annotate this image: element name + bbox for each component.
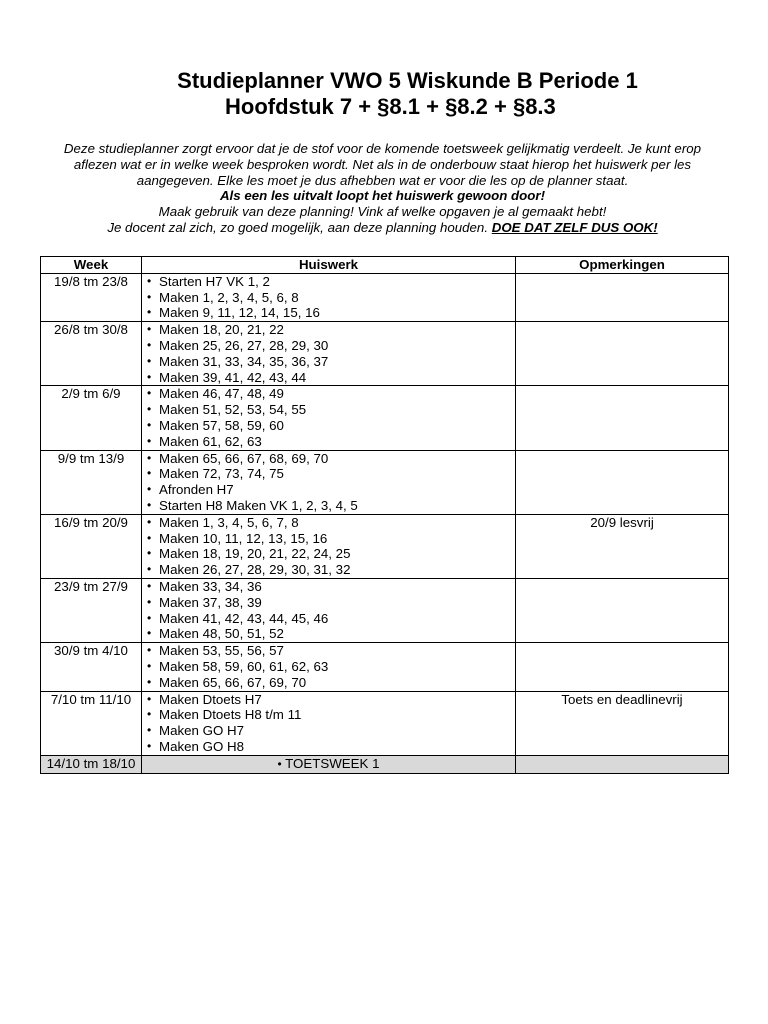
homework-item-text: Maken 10, 11, 12, 13, 15, 16 bbox=[159, 530, 328, 546]
homework-item-text: Maken 1, 2, 3, 4, 5, 6, 8 bbox=[159, 289, 299, 305]
homework-item-text: Maken 26, 27, 28, 29, 30, 31, 32 bbox=[159, 562, 351, 578]
bullet-icon: • bbox=[147, 738, 152, 753]
intro-text bbox=[60, 141, 705, 236]
homework-list bbox=[146, 386, 511, 449]
bullet-icon: • bbox=[147, 723, 152, 738]
bullet-icon: • bbox=[147, 643, 152, 658]
homework-item bbox=[146, 579, 511, 595]
homework-cell bbox=[142, 578, 516, 642]
homework-item bbox=[146, 707, 511, 723]
table-row bbox=[41, 514, 729, 578]
bullet-icon: • bbox=[147, 322, 152, 337]
homework-item bbox=[146, 466, 511, 482]
table-row bbox=[41, 386, 729, 450]
remarks-cell bbox=[516, 322, 729, 386]
homework-item bbox=[146, 531, 511, 547]
homework-item bbox=[146, 386, 511, 402]
bullet-icon: • bbox=[147, 674, 152, 689]
homework-cell bbox=[142, 691, 516, 755]
homework-item bbox=[146, 611, 511, 627]
remarks-cell bbox=[516, 273, 729, 321]
homework-item bbox=[146, 723, 511, 739]
homework-item bbox=[146, 402, 511, 418]
table-row bbox=[41, 273, 729, 321]
intro-line: aflezen wat er in welke week besproken wordt. Net als in de onderbouw staat hierop het huiswerk per les bbox=[73, 156, 692, 172]
homework-item bbox=[146, 498, 511, 514]
homework-item-text: Maken 18, 20, 21, 22 bbox=[159, 322, 284, 338]
bullet-icon: • bbox=[147, 466, 152, 481]
bullet-icon: • bbox=[147, 497, 152, 512]
homework-item-text: Maken 1, 3, 4, 5, 6, 7, 8 bbox=[159, 514, 299, 530]
homework-item-text: Afronden H7 bbox=[159, 482, 234, 498]
table-row bbox=[41, 643, 729, 691]
remarks-cell bbox=[516, 643, 729, 691]
bullet-icon: • bbox=[147, 417, 152, 432]
bullet-icon: • bbox=[147, 386, 152, 401]
study-planner-table bbox=[40, 256, 729, 774]
homework-item-text: Maken 31, 33, 34, 35, 36, 37 bbox=[159, 353, 329, 369]
column-header-homework: Huiswerk bbox=[142, 257, 516, 274]
homework-item-text: Maken 46, 47, 48, 49 bbox=[159, 386, 284, 402]
homework-item-text: Maken 61, 62, 63 bbox=[159, 433, 262, 449]
homework-item-text: Maken 37, 38, 39 bbox=[159, 594, 262, 610]
homework-item-text: Starten H7 VK 1, 2 bbox=[159, 273, 270, 289]
page-subtitle: Hoofdstuk 7 + §8.1 + §8.2 + §8.3 bbox=[225, 94, 556, 119]
homework-item-text: Maken 72, 73, 74, 75 bbox=[159, 466, 284, 482]
page-title: Studieplanner VWO 5 Wiskunde B Periode 1 bbox=[177, 68, 638, 93]
bullet-icon: • bbox=[147, 353, 152, 368]
toetsweek-row bbox=[41, 755, 729, 773]
column-header-remarks: Opmerkingen bbox=[516, 257, 729, 274]
bullet-icon: • bbox=[147, 594, 152, 609]
week-cell: 7/10 tm 11/10 bbox=[41, 691, 142, 755]
week-cell: 9/9 tm 13/9 bbox=[41, 450, 142, 514]
homework-item bbox=[146, 451, 511, 467]
column-header-week: Week bbox=[41, 257, 142, 274]
homework-item-text: Starten H8 Maken VK 1, 2, 3, 4, 5 bbox=[159, 497, 358, 513]
homework-item-text: Maken Dtoets H7 bbox=[159, 691, 262, 707]
week-cell: 30/9 tm 4/10 bbox=[41, 643, 142, 691]
homework-item bbox=[146, 626, 511, 642]
homework-list bbox=[146, 451, 511, 514]
homework-item-text: Maken Dtoets H8 t/m 11 bbox=[159, 707, 302, 723]
bullet-icon: • bbox=[277, 756, 282, 771]
bullet-icon: • bbox=[147, 289, 152, 304]
remarks-cell bbox=[516, 450, 729, 514]
homework-cell bbox=[142, 273, 516, 321]
table-row bbox=[41, 450, 729, 514]
homework-item bbox=[146, 322, 511, 338]
table-row bbox=[41, 322, 729, 386]
bullet-icon: • bbox=[147, 530, 152, 545]
intro-line-text: Je docent zal zich, zo goed mogelijk, aan deze planning houden. bbox=[107, 219, 489, 235]
week-cell: 14/10 tm 18/10 bbox=[41, 755, 142, 773]
table-body bbox=[41, 273, 729, 773]
remarks-cell bbox=[516, 578, 729, 642]
homework-item-text: Maken GO H8 bbox=[159, 738, 244, 754]
homework-cell bbox=[142, 514, 516, 578]
bullet-icon: • bbox=[147, 369, 152, 384]
week-cell: 26/8 tm 30/8 bbox=[41, 322, 142, 386]
week-cell: 2/9 tm 6/9 bbox=[41, 386, 142, 450]
homework-item bbox=[146, 434, 511, 450]
homework-item bbox=[146, 354, 511, 370]
homework-item-text: Maken 41, 42, 43, 44, 45, 46 bbox=[159, 610, 329, 626]
intro-line: Maak gebruik van deze planning! Vink af welke opgaven je al gemaakt hebt! bbox=[158, 204, 607, 220]
homework-cell bbox=[142, 322, 516, 386]
bullet-icon: • bbox=[147, 402, 152, 417]
homework-item-text: Maken 53, 55, 56, 57 bbox=[159, 643, 284, 659]
bullet-icon: • bbox=[147, 562, 152, 577]
homework-list bbox=[146, 643, 511, 690]
homework-item bbox=[146, 305, 511, 321]
homework-item-text: Maken 57, 58, 59, 60 bbox=[159, 417, 284, 433]
homework-list bbox=[146, 322, 511, 385]
homework-item bbox=[146, 595, 511, 611]
homework-item-text: Maken 25, 26, 27, 28, 29, 30 bbox=[159, 337, 329, 353]
week-cell: 16/9 tm 20/9 bbox=[41, 514, 142, 578]
homework-item bbox=[146, 482, 511, 498]
homework-cell bbox=[142, 643, 516, 691]
homework-item-text: Maken 9, 11, 12, 14, 15, 16 bbox=[159, 305, 320, 321]
homework-item-text: Maken 39, 41, 42, 43, 44 bbox=[159, 369, 307, 385]
homework-item bbox=[146, 338, 511, 354]
bullet-icon: • bbox=[147, 707, 152, 722]
intro-warning: Als een les uitvalt loopt het huiswerk gewoon door! bbox=[219, 188, 546, 204]
homework-cell bbox=[142, 450, 516, 514]
bullet-icon: • bbox=[147, 691, 152, 706]
bullet-icon: • bbox=[147, 433, 152, 448]
homework-item bbox=[146, 562, 511, 578]
bullet-icon: • bbox=[147, 658, 152, 673]
homework-item bbox=[146, 274, 511, 290]
bullet-icon: • bbox=[147, 626, 152, 641]
homework-list bbox=[146, 579, 511, 642]
homework-item-text: Maken GO H7 bbox=[159, 723, 244, 739]
homework-cell bbox=[142, 755, 516, 773]
bullet-icon: • bbox=[147, 610, 152, 625]
bullet-icon: • bbox=[147, 578, 152, 593]
bullet-icon: • bbox=[147, 305, 152, 320]
toetsweek-label: TOETSWEEK 1 bbox=[285, 755, 380, 771]
week-cell: 19/8 tm 23/8 bbox=[41, 273, 142, 321]
intro-line bbox=[60, 220, 705, 236]
homework-item bbox=[146, 418, 511, 434]
homework-item bbox=[146, 546, 511, 562]
remarks-cell bbox=[516, 755, 729, 773]
table-header-row bbox=[41, 257, 729, 274]
homework-item bbox=[146, 643, 511, 659]
bullet-icon: • bbox=[147, 337, 152, 352]
homework-item bbox=[146, 659, 511, 675]
homework-list bbox=[146, 515, 511, 578]
homework-item-text: Maken 18, 19, 20, 21, 22, 24, 25 bbox=[159, 546, 351, 562]
homework-cell bbox=[142, 386, 516, 450]
table-row bbox=[41, 578, 729, 642]
bullet-icon: • bbox=[147, 273, 152, 288]
homework-item bbox=[146, 675, 511, 691]
remarks-cell bbox=[516, 386, 729, 450]
week-cell: 23/9 tm 27/9 bbox=[41, 578, 142, 642]
homework-item-text: Maken 58, 59, 60, 61, 62, 63 bbox=[159, 658, 329, 674]
homework-list bbox=[146, 692, 511, 755]
homework-item bbox=[146, 290, 511, 306]
homework-item-text: Maken 65, 66, 67, 68, 69, 70 bbox=[159, 450, 329, 466]
homework-item bbox=[146, 692, 511, 708]
homework-item bbox=[146, 739, 511, 755]
homework-item-text: Maken 65, 66, 67, 69, 70 bbox=[159, 674, 307, 690]
homework-item-text: Maken 33, 34, 36 bbox=[159, 578, 262, 594]
bullet-icon: • bbox=[147, 514, 152, 529]
table-row bbox=[41, 691, 729, 755]
intro-emphasis: DOE DAT ZELF DUS OOK! bbox=[491, 219, 658, 235]
intro-line: aangegeven. Elke les moet je dus afhebben wat er voor die les op de planner staat. bbox=[136, 172, 629, 188]
homework-list bbox=[146, 274, 511, 321]
bullet-icon: • bbox=[147, 450, 152, 465]
intro-line: Deze studieplanner zorgt ervoor dat je de stof voor de komende toetsweek gelijkmatig verdeelt. Je kunt erop bbox=[63, 141, 702, 156]
remarks-cell: Toets en deadlinevrij bbox=[516, 691, 729, 755]
homework-item-text: Maken 51, 52, 53, 54, 55 bbox=[159, 402, 307, 418]
homework-item-text: Maken 48, 50, 51, 52 bbox=[159, 626, 284, 642]
remarks-cell: 20/9 lesvrij bbox=[516, 514, 729, 578]
homework-item bbox=[146, 515, 511, 531]
homework-item bbox=[146, 370, 511, 386]
bullet-icon: • bbox=[147, 482, 152, 497]
bullet-icon: • bbox=[147, 546, 152, 561]
